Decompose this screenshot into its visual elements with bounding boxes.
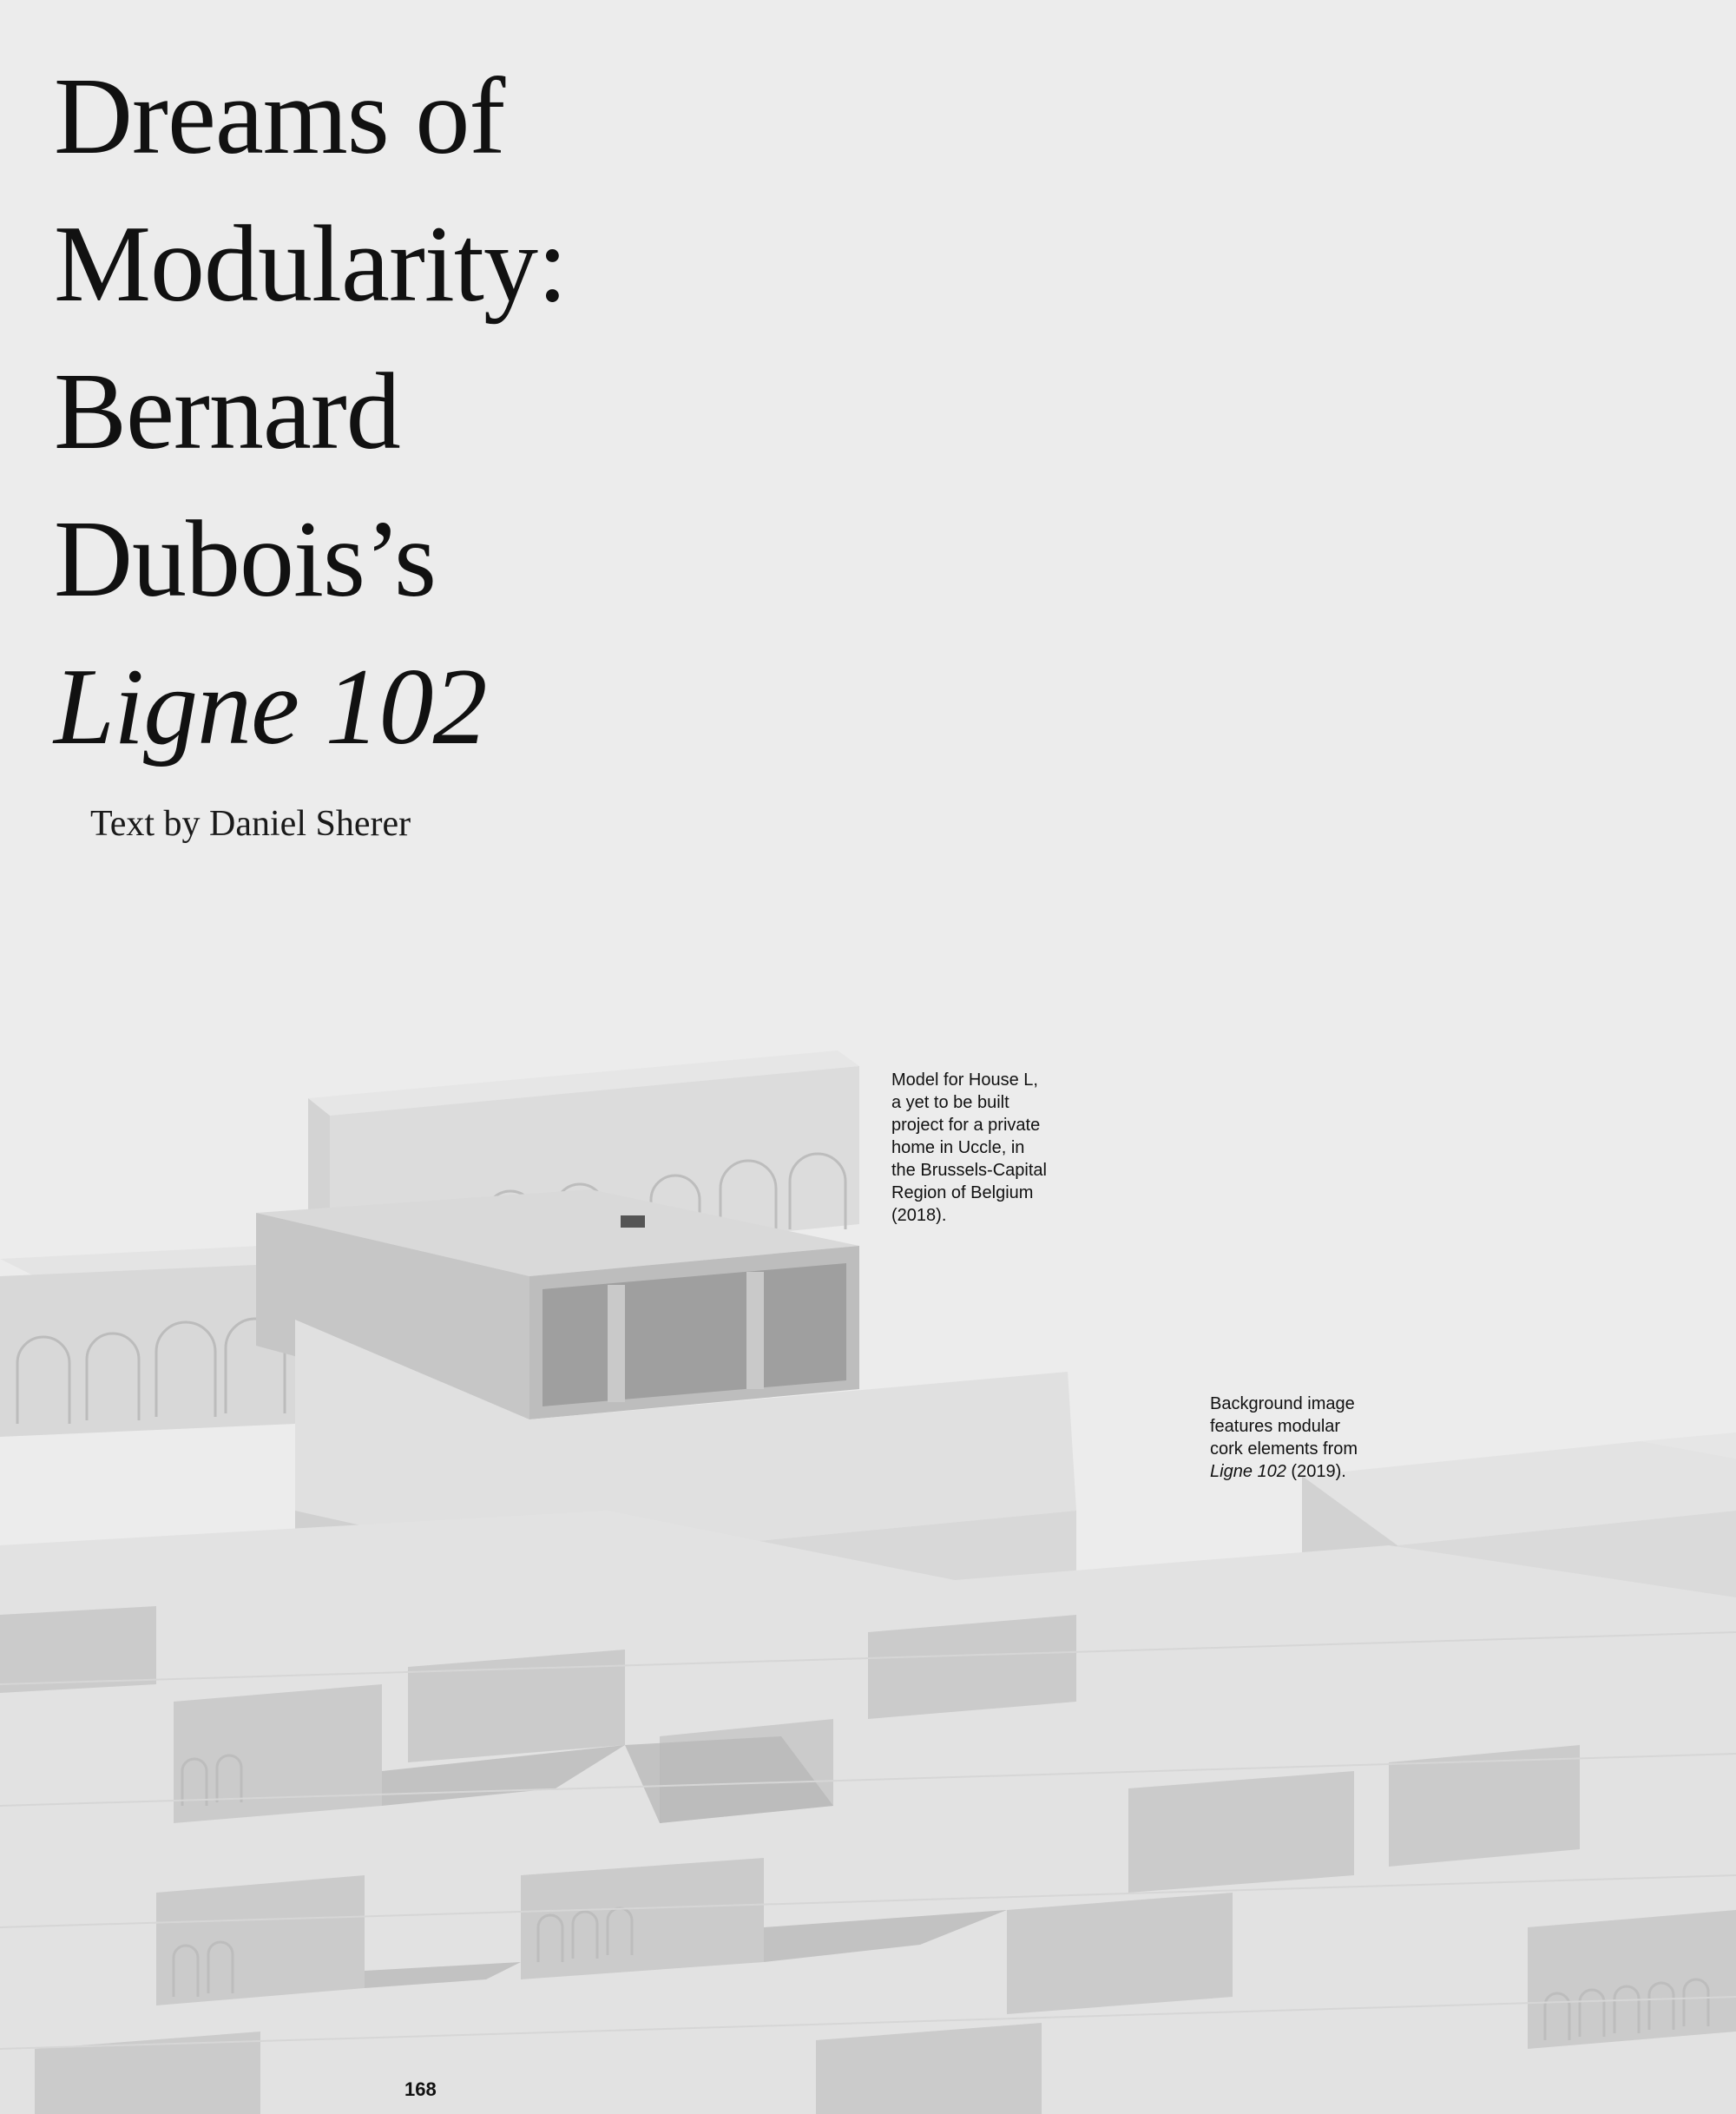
title-line: Modularity: <box>54 204 567 325</box>
caption-line: project for a private <box>891 1116 1041 1135</box>
title-italic-line: Ligne 102 <box>54 647 487 767</box>
caption-italic-title: Ligne 102 <box>1210 1462 1286 1481</box>
caption-line: Background image <box>1210 1394 1355 1413</box>
title-line: Bernard <box>54 352 400 472</box>
block-field <box>0 1511 1736 2114</box>
title-line: Dubois’s <box>54 499 437 620</box>
article-title <box>54 43 567 781</box>
modular-blocks-photo <box>0 1024 1736 2114</box>
caption-line: Region of Belgium <box>891 1183 1034 1202</box>
title-line: Dreams of <box>54 56 505 177</box>
page-number: 168 <box>404 2078 437 2100</box>
caption-year: (2019). <box>1286 1462 1346 1481</box>
caption-house-model <box>891 1069 1047 1227</box>
caption-line: features modular <box>1210 1417 1341 1436</box>
block-left-arcade <box>0 1246 295 1437</box>
caption-line: a yet to be built <box>891 1093 1009 1112</box>
caption-line: the Brussels-Capital <box>891 1161 1047 1180</box>
caption-line-last <box>1210 1460 1358 1483</box>
caption-background <box>1210 1393 1358 1483</box>
caption-line: Model for House L, <box>891 1070 1038 1090</box>
author-byline: Text by Daniel Sherer <box>90 804 411 844</box>
caption-line: home in Uccle, in <box>891 1138 1025 1157</box>
caption-line: cork elements from <box>1210 1439 1358 1459</box>
caption-line: (2018). <box>891 1206 947 1225</box>
